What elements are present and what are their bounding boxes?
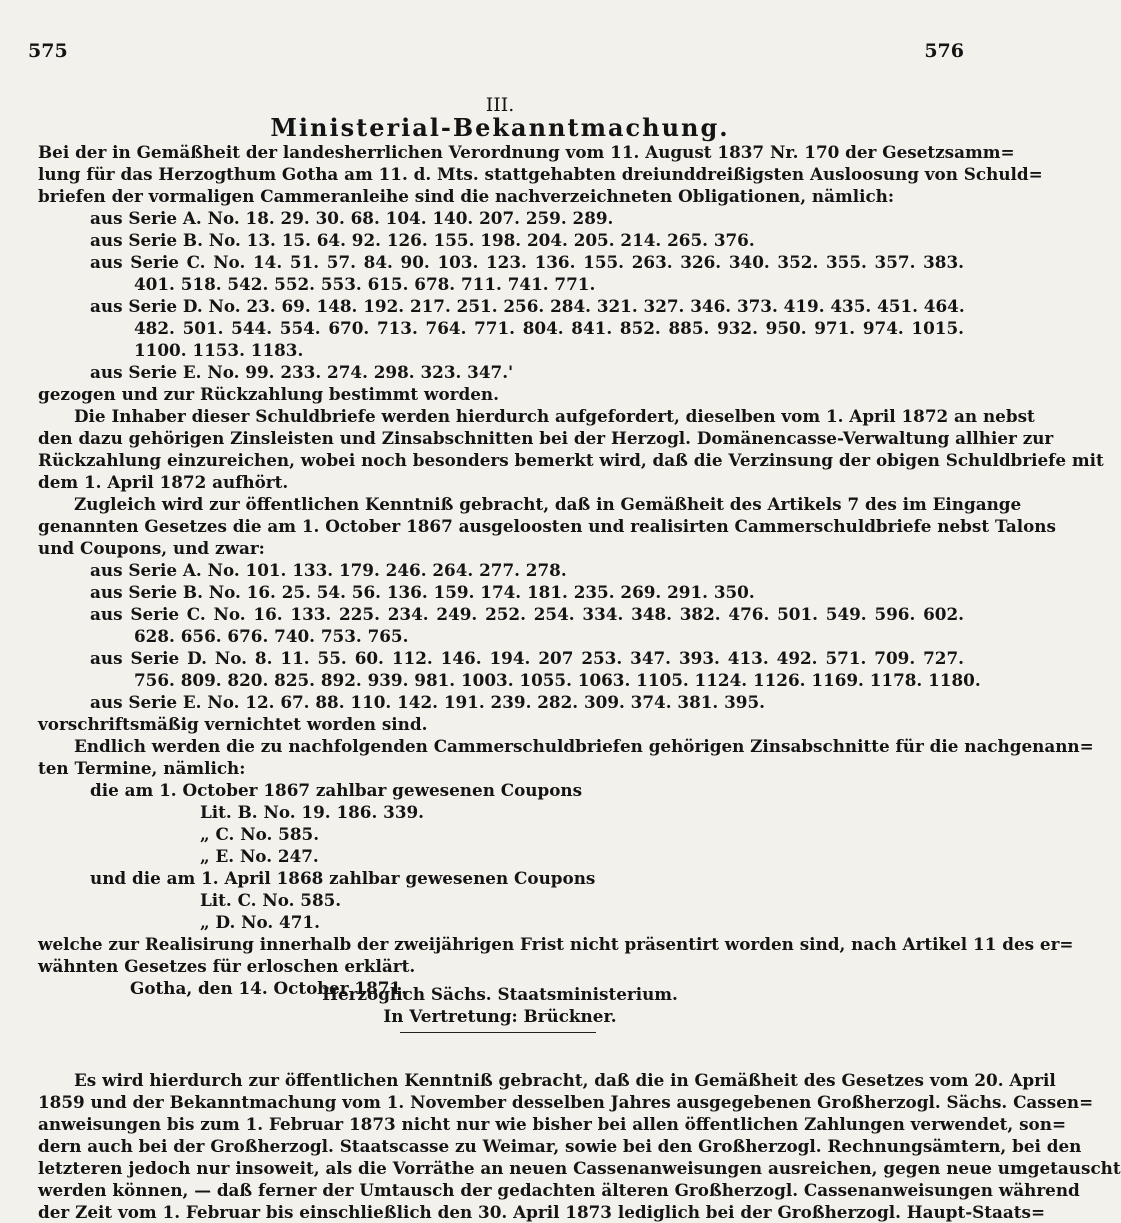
page-number-right: 576 bbox=[924, 40, 964, 62]
text-line: aus Serie A. No. 18. 29. 30. 68. 104. 140. 207. 259. 289. bbox=[90, 208, 614, 228]
text-line: dem 1. April 1872 aufhört. bbox=[38, 472, 289, 492]
text-line: vorschriftsmäßig vernichtet worden sind. bbox=[38, 714, 428, 734]
text-line: die am 1. October 1867 zahlbar gewesenen Coupons bbox=[90, 780, 583, 800]
text-line: lung für das Herzogthum Gotha am 11. d. Mts. stattgehabten dreiunddreißigsten Ausloosung von Schuld= bbox=[38, 164, 1043, 184]
text-line: aus Serie B. No. 16. 25. 54. 56. 136. 159. 174. 181. 235. 269. 291. 350. bbox=[90, 582, 755, 602]
text-line: genannten Gesetzes die am 1. October 1867 ausgeloosten und realisirten Cammerschuldbriefe nebst Talons bbox=[38, 516, 1056, 536]
announcement-title: Ministerial-Bekanntmachung. bbox=[270, 113, 730, 142]
text-line: 756. 809. 820. 825. 892. 939. 981. 1003. 1055. 1063. 1105. 1124. 1126. 1169. 1178. 1180. bbox=[134, 670, 981, 690]
text-line: 628. 656. 676. 740. 753. 765. bbox=[134, 626, 409, 646]
text-line: letzteren jedoch nur insoweit, als die Vorräthe an neuen Cassenanweisungen ausreichen, gegen neue umgetauscht bbox=[38, 1158, 1121, 1178]
text-line: Bei der in Gemäßheit der landesherrlichen Verordnung vom 11. August 1837 Nr. 170 der Gesetzsamm= bbox=[38, 142, 1015, 162]
text-line: Rückzahlung einzureichen, wobei noch besonders bemerkt wird, daß die Verzinsung der obigen Schuldbriefe mit bbox=[38, 450, 1104, 470]
text-line: aus Serie E. No. 12. 67. 88. 110. 142. 191. 239. 282. 309. 374. 381. 395. bbox=[90, 692, 765, 712]
text-line: aus Serie E. No. 99. 233. 274. 298. 323. 347.' bbox=[90, 362, 514, 382]
text-line: Die Inhaber dieser Schuldbriefe werden hierdurch aufgefordert, dieselben vom 1. April 1872 an nebst bbox=[74, 406, 1035, 426]
text-line: aus Serie C. No. 14. 51. 57. 84. 90. 103. 123. 136. 155. 263. 326. 340. 352. 355. 357. 383. bbox=[90, 252, 964, 272]
text-line: 1100. 1153. 1183. bbox=[134, 340, 304, 360]
text-line: aus Serie D. No. 23. 69. 148. 192. 217. 251. 256. 284. 321. 327. 346. 373. 419. 435. 451. 464. bbox=[90, 296, 965, 316]
text-line: den dazu gehörigen Zinsleisten und Zinsabschnitten bei der Herzogl. Domänencasse-Verwaltung allhier zur bbox=[38, 428, 1054, 448]
text-line: Lit. B. No. 19. 186. 339. bbox=[200, 802, 425, 822]
page-number-left: 575 bbox=[28, 40, 68, 62]
text-line: Zugleich wird zur öffentlichen Kenntniß gebracht, daß in Gemäßheit des Artikels 7 des im Eingange bbox=[74, 494, 1022, 514]
text-line: Gotha, den 14. October 1871. bbox=[130, 978, 407, 998]
text-line: und die am 1. April 1868 zahlbar gewesenen Coupons bbox=[90, 868, 596, 888]
text-line: Lit. C. No. 585. bbox=[200, 890, 342, 910]
text-line: „ C. No. 585. bbox=[200, 824, 320, 844]
separator-rule bbox=[400, 1032, 596, 1033]
text-line: werden können, — daß ferner der Umtausch der gedachten älteren Großherzogl. Cassenanweisungen während bbox=[38, 1180, 1080, 1200]
text-line: Herzoglich Sächs. Staatsministerium. bbox=[322, 984, 678, 1004]
text-line: anweisungen bis zum 1. Februar 1873 nicht nur wie bisher bei allen öffentlichen Zahlungen verwendet, son= bbox=[38, 1114, 1066, 1134]
text-line: ten Termine, nämlich: bbox=[38, 758, 246, 778]
text-line: aus Serie C. No. 16. 133. 225. 234. 249. 252. 254. 334. 348. 382. 476. 501. 549. 596. 602. bbox=[90, 604, 964, 624]
section-number: III. bbox=[485, 94, 515, 116]
text-line: „ E. No. 247. bbox=[200, 846, 319, 866]
text-line: welche zur Realisirung innerhalb der zweijährigen Frist nicht präsentirt worden sind, nach Artikel 11 des er= bbox=[38, 934, 1074, 954]
text-line: In Vertretung: Brückner. bbox=[383, 1006, 617, 1026]
text-line: aus Serie D. No. 8. 11. 55. 60. 112. 146. 194. 207 253. 347. 393. 413. 492. 571. 709. 727. bbox=[90, 648, 964, 668]
text-line: Es wird hierdurch zur öffentlichen Kenntniß gebracht, daß die in Gemäßheit des Gesetzes vom 20. April bbox=[74, 1070, 1056, 1090]
text-line: gezogen und zur Rückzahlung bestimmt worden. bbox=[38, 384, 499, 404]
text-line: briefen der vormaligen Cammeranleihe sind die nachverzeichneten Obligationen, nämlich: bbox=[38, 186, 895, 206]
text-line: der Zeit vom 1. Februar bis einschließlich den 30. April 1873 lediglich bei der Großherzogl. Haupt-Staats= bbox=[38, 1202, 1046, 1222]
text-line: aus Serie A. No. 101. 133. 179. 246. 264. 277. 278. bbox=[90, 560, 567, 580]
text-line: wähnten Gesetzes für erloschen erklärt. bbox=[38, 956, 416, 976]
text-line: „ D. No. 471. bbox=[200, 912, 320, 932]
text-line: 401. 518. 542. 552. 553. 615. 678. 711. 741. 771. bbox=[134, 274, 596, 294]
text-line: 1859 und der Bekanntmachung vom 1. November desselben Jahres ausgegebenen Großherzogl. Sächs. Cassen= bbox=[38, 1092, 1094, 1112]
text-line: dern auch bei der Großherzogl. Staatscasse zu Weimar, sowie bei den Großherzogl. Rechnungsämtern, bei den bbox=[38, 1136, 1082, 1156]
text-line: Endlich werden die zu nachfolgenden Cammerschuldbriefen gehörigen Zinsabschnitte für die nachgenann= bbox=[74, 736, 1094, 756]
text-line: aus Serie B. No. 13. 15. 64. 92. 126. 155. 198. 204. 205. 214. 265. 376. bbox=[90, 230, 755, 250]
text-line: und Coupons, und zwar: bbox=[38, 538, 265, 558]
text-line: 482. 501. 544. 554. 670. 713. 764. 771. 804. 841. 852. 885. 932. 950. 971. 974. 1015. bbox=[134, 318, 964, 338]
